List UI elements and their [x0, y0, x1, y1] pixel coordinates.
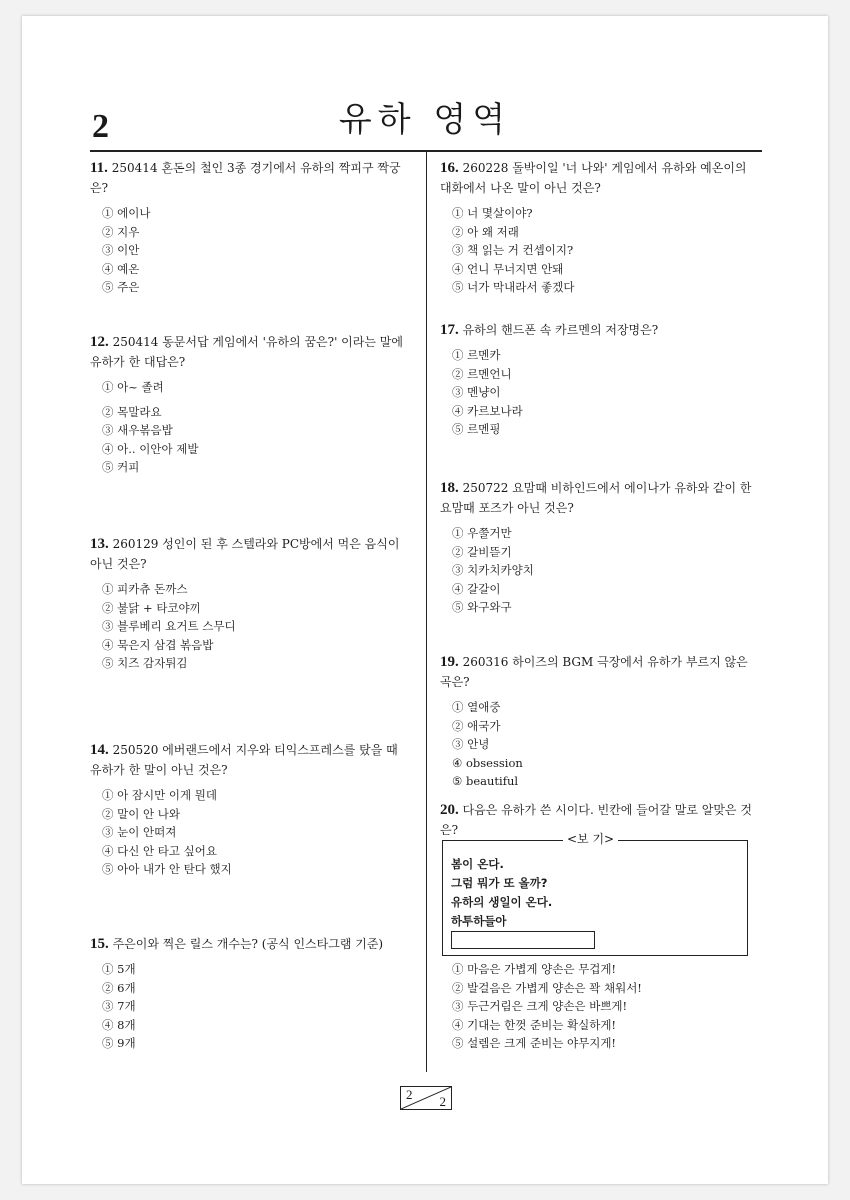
column-divider — [426, 150, 427, 1072]
footer-total-pages: 2 — [439, 1094, 446, 1109]
option[interactable]: ① 아 잠시만 이게 뭔데 — [102, 788, 217, 802]
options-list — [452, 960, 760, 1053]
page-title: 유하 영역 — [338, 100, 512, 140]
option[interactable]: ④ 묵은지 삼겹 볶음밥 — [102, 637, 214, 652]
option[interactable]: ① 5개 — [102, 962, 136, 976]
options-list — [102, 580, 410, 673]
question-14 — [90, 740, 410, 879]
bogi-box — [442, 832, 748, 956]
question-stem: 18. 250722 요맘때 비하인드에서 에이나가 유하와 같이 한 요맘때 포즈가 아닌 것은? — [440, 480, 752, 515]
poem — [451, 855, 552, 931]
options-list — [102, 786, 410, 879]
question-stem: 20. 다음은 유하가 쓴 시이다. 빈칸에 들어갈 말로 알맞은 것은? — [440, 802, 752, 837]
question-11 — [90, 158, 410, 297]
option[interactable]: ① 피카츄 돈까스 — [102, 582, 188, 596]
option[interactable]: ⑤ 주은 — [102, 280, 140, 294]
option[interactable]: ③ 7개 — [102, 999, 136, 1013]
options-list — [452, 204, 760, 297]
option[interactable]: ③ 새우볶음밥 — [102, 423, 173, 437]
option[interactable]: ⑤ 와구와구 — [452, 600, 512, 614]
option[interactable]: ④ 언니 무너지면 안돼 — [452, 261, 564, 276]
question-17 — [440, 320, 760, 439]
option[interactable]: ② 갈비뜯기 — [452, 544, 512, 559]
page-number: 2 — [92, 108, 109, 145]
option[interactable]: ③ 안녕 — [452, 737, 490, 751]
question-stem: 13. 260129 성인이 된 후 스텔라와 PC방에서 먹은 음식이 아닌 것은? — [90, 536, 400, 571]
option[interactable]: ② 불닭 + 타코야끼 — [102, 600, 201, 615]
option[interactable]: ⑤ 르멘핑 — [452, 422, 501, 436]
option[interactable]: ⑤ 커피 — [102, 460, 140, 474]
question-19 — [440, 652, 760, 791]
option[interactable]: ② 말이 안 나와 — [102, 806, 181, 821]
poem-line: 봄이 온다. — [451, 857, 504, 871]
question-16 — [440, 158, 760, 297]
option[interactable]: ④ 카르보나라 — [452, 403, 523, 418]
options-list — [102, 204, 410, 297]
options-list — [452, 698, 760, 791]
options-list — [102, 378, 410, 477]
option[interactable]: ④ 기대는 한껏 준비는 확실하게! — [452, 1017, 617, 1032]
option[interactable]: ① 에이나 — [102, 206, 151, 220]
option[interactable]: ④ 갈갈이 — [452, 581, 501, 596]
option[interactable]: ② 지우 — [102, 224, 140, 239]
poem-line: 그럼 뭐가 또 올까? — [451, 876, 548, 890]
option[interactable]: ⑤ 너가 막내라서 좋겠다 — [452, 280, 575, 294]
option[interactable]: ④ 예온 — [102, 261, 140, 276]
poem-line: 유하의 생일이 온다. — [451, 895, 553, 909]
question-stem: 14. 250520 에버랜드에서 지우와 티익스프레스를 탔을 때 유하가 한 말이 아닌 것은? — [90, 742, 398, 777]
option[interactable]: ② 목말라요 — [102, 404, 162, 419]
option[interactable]: ④ obsession — [452, 755, 523, 770]
option[interactable]: ① 너 몇살이야? — [452, 206, 533, 220]
option[interactable]: ⑤ 설렘은 크게 준비는 야무지게! — [452, 1036, 617, 1050]
option[interactable]: ⑤ 9개 — [102, 1036, 136, 1050]
option[interactable]: ③ 멘냥이 — [452, 385, 501, 399]
options-list — [452, 346, 760, 439]
poem-line: 하투하들아 — [451, 914, 507, 928]
footer-current-page: 2 — [406, 1087, 413, 1102]
option[interactable]: ① 우쭐거만 — [452, 526, 512, 540]
option[interactable]: ② 발걸음은 가볍게 양손은 꽉 채워서! — [452, 980, 642, 995]
bogi-label: <보 기> — [563, 830, 618, 847]
question-15 — [90, 934, 410, 1053]
option[interactable]: ③ 이안 — [102, 243, 140, 257]
blank-box — [451, 931, 595, 949]
option[interactable]: ④ 아.. 이안아 제발 — [102, 441, 199, 456]
option[interactable]: ④ 다신 안 타고 싶어요 — [102, 843, 217, 858]
option[interactable]: ① 열애중 — [452, 700, 501, 714]
page-footer — [400, 1086, 452, 1110]
option[interactable]: ④ 8개 — [102, 1017, 136, 1032]
option[interactable]: ③ 치카치카양치 — [452, 563, 534, 577]
question-stem: 16. 260228 돌박이일 '너 나와' 게임에서 유하와 예온이의 대화에서 나온 말이 아닌 것은? — [440, 160, 747, 195]
option[interactable]: ① 마음은 가볍게 양손은 무겁게! — [452, 962, 617, 976]
option[interactable]: ② 르멘언니 — [452, 366, 512, 381]
question-13 — [90, 534, 410, 673]
option[interactable]: ⑤ 치즈 감자튀김 — [102, 656, 188, 670]
question-stem: 17. 유하의 핸드폰 속 카르멘의 저장명은? — [440, 322, 659, 338]
option[interactable]: ③ 블루베리 요거트 스무디 — [102, 619, 236, 633]
question-stem: 12. 250414 동문서답 게임에서 '유하의 꿈은?' 이라는 말에 유하가 한 대답은? — [90, 334, 403, 369]
question-12 — [90, 332, 410, 477]
question-18 — [440, 478, 760, 617]
option[interactable]: ⑤ beautiful — [452, 774, 519, 788]
question-stem: 19. 260316 하이즈의 BGM 극장에서 유하가 부르지 않은 곡은? — [440, 654, 748, 689]
question-20-options — [440, 960, 760, 1053]
option[interactable]: ③ 책 읽는 거 컨셉이지? — [452, 243, 574, 257]
option[interactable]: ② 6개 — [102, 980, 136, 995]
question-stem: 15. 주은이와 찍은 릴스 개수는? (공식 인스타그램 기준) — [90, 936, 384, 952]
option[interactable]: ① 르멘카 — [452, 348, 501, 362]
option[interactable]: ① 아~ 졸려 — [102, 380, 164, 394]
option[interactable]: ② 애국가 — [452, 718, 501, 733]
options-list — [452, 524, 760, 617]
options-list — [102, 960, 410, 1053]
option[interactable]: ③ 두근거림은 크게 양손은 바쁘게! — [452, 999, 628, 1013]
option[interactable]: ⑤ 아아 내가 안 탄다 했지 — [102, 862, 232, 876]
option[interactable]: ② 아 왜 저래 — [452, 224, 519, 239]
option[interactable]: ③ 눈이 안떠져 — [102, 825, 177, 839]
question-stem: 11. 250414 혼돈의 철인 3종 경기에서 유하의 짝피구 짝궁은? — [90, 160, 401, 195]
